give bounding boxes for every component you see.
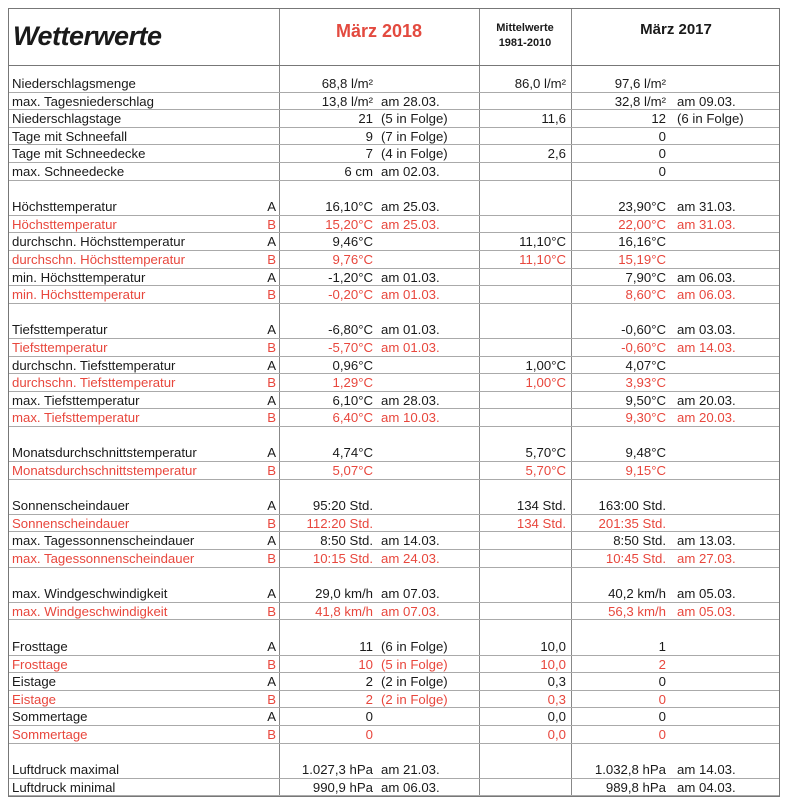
row-label: durchschn. Tiefsttemperatur bbox=[12, 375, 176, 391]
value-2018: 1,29°C bbox=[332, 375, 373, 391]
detail-2018: am 28.03. bbox=[381, 93, 440, 109]
detail-2017: am 05.03. bbox=[677, 603, 736, 619]
value-2018: 10 bbox=[358, 656, 373, 672]
spacer-row bbox=[9, 568, 779, 586]
row-label: Monatsdurchschnittstemperatur bbox=[12, 463, 197, 479]
detail-2018: am 01.03. bbox=[381, 269, 440, 285]
value-2017: 56,3 km/h bbox=[608, 603, 666, 619]
mean-value: 10,0 bbox=[540, 639, 566, 654]
value-2018: 2 bbox=[365, 691, 373, 707]
row-label: max. Windgeschwindigkeit bbox=[12, 603, 168, 619]
table-row bbox=[9, 233, 779, 251]
value-2018: 29,0 km/h bbox=[315, 586, 373, 602]
row-label: max. Schneedecke bbox=[12, 163, 125, 179]
station-code: A bbox=[267, 392, 276, 408]
detail-2017: am 04.03. bbox=[677, 779, 736, 795]
mean-value: 11,10°C bbox=[519, 251, 566, 267]
row-label: min. Höchsttemperatur bbox=[12, 287, 146, 303]
table-row bbox=[9, 409, 779, 427]
mean-value: 134 Std. bbox=[516, 515, 566, 531]
value-2018: 6 cm bbox=[344, 163, 373, 179]
table-row bbox=[9, 726, 779, 744]
detail-2018: (5 in Folge) bbox=[381, 111, 448, 127]
value-2017: 1.032,8 hPa bbox=[594, 762, 666, 778]
row-label: durchschn. Höchsttemperatur bbox=[12, 234, 185, 250]
table-row bbox=[9, 761, 779, 779]
value-2017: 97,6 l/m² bbox=[614, 76, 666, 91]
value-2017: 12 bbox=[651, 111, 666, 127]
spacer-row bbox=[9, 181, 779, 199]
detail-2017: am 09.03. bbox=[677, 93, 736, 109]
station-code: A bbox=[267, 639, 276, 654]
row-label: max. Tiefsttemperatur bbox=[12, 392, 140, 408]
table-row bbox=[9, 93, 779, 111]
value-2017: 0 bbox=[658, 726, 666, 742]
value-2017: 163:00 Std. bbox=[598, 498, 666, 514]
value-2017: 4,07°C bbox=[625, 357, 666, 373]
value-2018: 68,8 l/m² bbox=[321, 76, 373, 91]
detail-2017: am 03.03. bbox=[677, 322, 736, 338]
value-2017: 15,19°C bbox=[618, 251, 666, 267]
table-row bbox=[9, 603, 779, 621]
row-label: Sommertage bbox=[12, 726, 88, 742]
detail-2017: am 06.03. bbox=[677, 287, 736, 303]
value-2018: -1,20°C bbox=[328, 269, 373, 285]
value-2017: 2 bbox=[658, 656, 666, 672]
row-label: max. Windgeschwindigkeit bbox=[12, 586, 168, 602]
row-label: Frosttage bbox=[12, 639, 68, 654]
row-label: Luftdruck minimal bbox=[12, 779, 116, 795]
value-2018: 990,9 hPa bbox=[312, 779, 373, 795]
table-row bbox=[9, 462, 779, 480]
detail-2018: am 25.03. bbox=[381, 216, 440, 232]
row-label: Sonnenscheindauer bbox=[12, 498, 130, 514]
value-2017: 9,15°C bbox=[625, 463, 666, 479]
row-label: Tiefsttemperatur bbox=[12, 339, 108, 355]
station-code: A bbox=[267, 199, 276, 215]
mean-value: 5,70°C bbox=[525, 463, 566, 479]
detail-2018: (6 in Folge) bbox=[381, 639, 448, 654]
table-row bbox=[9, 216, 779, 234]
station-code: B bbox=[267, 251, 276, 267]
detail-2017: am 31.03. bbox=[677, 199, 736, 215]
station-code: B bbox=[267, 463, 276, 479]
mean-value: 11,6 bbox=[541, 111, 566, 127]
value-2017: 8,60°C bbox=[625, 287, 666, 303]
value-2018: 1.027,3 hPa bbox=[301, 762, 373, 778]
value-2017: 0 bbox=[658, 128, 666, 144]
table-row bbox=[9, 691, 779, 709]
detail-2017: am 31.03. bbox=[677, 216, 736, 232]
mean-value: 11,10°C bbox=[519, 234, 566, 250]
station-code: B bbox=[267, 339, 276, 355]
table-row bbox=[9, 392, 779, 410]
table-row bbox=[9, 673, 779, 691]
mittelwerte-label: Mittelwerte bbox=[496, 22, 554, 34]
value-2018: -5,70°C bbox=[328, 339, 373, 355]
detail-2018: am 14.03. bbox=[381, 533, 440, 549]
value-2017: 40,2 km/h bbox=[608, 586, 666, 602]
value-2018: 9,46°C bbox=[332, 234, 373, 250]
mean-value: 5,70°C bbox=[525, 445, 566, 461]
value-2017: 22,00°C bbox=[618, 216, 666, 232]
value-2017: 8:50 Std. bbox=[613, 533, 666, 549]
detail-2017: am 06.03. bbox=[677, 269, 736, 285]
detail-2017: am 05.03. bbox=[677, 586, 736, 602]
table-row bbox=[9, 497, 779, 515]
table-row bbox=[9, 110, 779, 128]
row-label: Höchsttemperatur bbox=[12, 216, 117, 232]
detail-2017: am 27.03. bbox=[677, 551, 736, 567]
table-row bbox=[9, 145, 779, 163]
row-label: Eistage bbox=[12, 691, 56, 707]
value-2017: 9,50°C bbox=[625, 392, 666, 408]
row-label: Niederschlagsmenge bbox=[12, 76, 136, 91]
spacer-row bbox=[9, 427, 779, 445]
row-label: Höchsttemperatur bbox=[12, 199, 117, 215]
detail-2017: am 20.03. bbox=[677, 410, 736, 426]
value-2017: 1 bbox=[658, 639, 666, 654]
column-header-2017: März 2017 bbox=[640, 21, 712, 38]
table-row bbox=[9, 585, 779, 603]
row-label: Tage mit Schneefall bbox=[12, 128, 128, 144]
table-body bbox=[8, 66, 780, 797]
station-code: A bbox=[267, 674, 276, 690]
detail-2018: am 21.03. bbox=[381, 762, 440, 778]
table-row bbox=[9, 286, 779, 304]
table-row bbox=[9, 444, 779, 462]
spacer-row bbox=[9, 620, 779, 638]
mean-value: 0,0 bbox=[547, 709, 566, 725]
station-code: B bbox=[267, 287, 276, 303]
mean-value: 0,0 bbox=[547, 726, 566, 742]
value-2018: 0 bbox=[365, 709, 373, 725]
value-2018: 11 bbox=[359, 639, 373, 654]
value-2017: 23,90°C bbox=[618, 199, 666, 215]
table-row bbox=[9, 532, 779, 550]
detail-2018: am 07.03. bbox=[381, 586, 440, 602]
station-code: A bbox=[267, 586, 276, 602]
detail-2018: (2 in Folge) bbox=[381, 674, 448, 690]
detail-2018: am 07.03. bbox=[381, 603, 440, 619]
detail-2018: am 01.03. bbox=[381, 287, 440, 303]
value-2018: 7 bbox=[365, 146, 373, 162]
mean-value: 2,6 bbox=[547, 146, 566, 162]
table-row bbox=[9, 515, 779, 533]
table-row bbox=[9, 339, 779, 357]
detail-2018: (7 in Folge) bbox=[381, 128, 448, 144]
row-label: Sommertage bbox=[12, 709, 88, 725]
station-code: A bbox=[267, 533, 276, 549]
table-row bbox=[9, 128, 779, 146]
row-label: Tiefsttemperatur bbox=[12, 322, 108, 338]
detail-2018: am 01.03. bbox=[381, 339, 440, 355]
value-2018: 95:20 Std. bbox=[312, 498, 373, 514]
detail-2018: (4 in Folge) bbox=[381, 146, 448, 162]
detail-2018: am 01.03. bbox=[381, 322, 440, 338]
value-2018: 2 bbox=[365, 674, 373, 690]
station-code: A bbox=[267, 234, 276, 250]
row-label: min. Höchsttemperatur bbox=[12, 269, 146, 285]
row-label: max. Tagessonnenscheindauer bbox=[12, 533, 195, 549]
value-2018: 4,74°C bbox=[332, 445, 373, 461]
detail-2017: am 20.03. bbox=[677, 392, 736, 408]
table-row bbox=[9, 374, 779, 392]
value-2018: 15,20°C bbox=[325, 216, 373, 232]
mean-value: 0,3 bbox=[547, 674, 566, 690]
column-header-2018: März 2018 bbox=[335, 21, 423, 41]
spacer-row bbox=[9, 744, 779, 762]
value-2018: 21 bbox=[358, 111, 373, 127]
station-code: A bbox=[267, 445, 276, 461]
row-label: Tage mit Schneedecke bbox=[12, 146, 146, 162]
station-code: A bbox=[267, 498, 276, 514]
value-2018: 112:20 Std. bbox=[306, 515, 373, 531]
table-header bbox=[8, 8, 780, 66]
value-2018: 0 bbox=[365, 726, 373, 742]
spacer-row bbox=[9, 304, 779, 322]
value-2017: 989,8 hPa bbox=[605, 779, 666, 795]
value-2017: 0 bbox=[658, 674, 666, 690]
detail-2018: am 25.03. bbox=[381, 199, 440, 215]
table-row bbox=[9, 708, 779, 726]
detail-2018: am 06.03. bbox=[381, 779, 440, 795]
mean-value: 1,00°C bbox=[525, 357, 566, 373]
station-code: B bbox=[267, 726, 276, 742]
row-label: Sonnenscheindauer bbox=[12, 515, 130, 531]
detail-2018: (2 in Folge) bbox=[381, 691, 448, 707]
value-2018: 9,76°C bbox=[332, 251, 373, 267]
value-2018: 16,10°C bbox=[325, 199, 373, 215]
value-2018: 13,8 l/m² bbox=[321, 93, 373, 109]
value-2017: 10:45 Std. bbox=[605, 551, 666, 567]
value-2018: 6,40°C bbox=[332, 410, 373, 426]
row-label: durchschn. Höchsttemperatur bbox=[12, 251, 185, 267]
value-2017: 0 bbox=[658, 146, 666, 162]
detail-2017: am 14.03. bbox=[677, 339, 736, 355]
mean-value: 0,3 bbox=[547, 691, 566, 707]
value-2018: 6,10°C bbox=[332, 392, 373, 408]
detail-2017: am 14.03. bbox=[677, 762, 736, 778]
value-2018: -6,80°C bbox=[328, 322, 373, 338]
detail-2018: am 24.03. bbox=[381, 551, 440, 567]
value-2017: -0,60°C bbox=[621, 322, 666, 338]
row-label: max. Tagesniederschlag bbox=[12, 93, 154, 109]
station-code: B bbox=[267, 691, 276, 707]
value-2017: 0 bbox=[658, 691, 666, 707]
value-2017: 16,16°C bbox=[618, 234, 666, 250]
value-2017: 7,90°C bbox=[625, 269, 666, 285]
mean-value: 134 Std. bbox=[516, 498, 566, 514]
detail-2018: (5 in Folge) bbox=[381, 656, 448, 672]
row-label: Eistage bbox=[12, 674, 56, 690]
value-2017: 32,8 l/m² bbox=[614, 93, 666, 109]
value-2018: 10:15 Std. bbox=[312, 551, 373, 567]
station-code: B bbox=[267, 551, 276, 567]
table-row bbox=[9, 75, 779, 93]
table-row bbox=[9, 198, 779, 216]
detail-2017: (6 in Folge) bbox=[677, 111, 744, 127]
station-code: B bbox=[267, 656, 276, 672]
row-label: max. Tagessonnenscheindauer bbox=[12, 551, 195, 567]
mean-value: 10,0 bbox=[540, 656, 566, 672]
table-row bbox=[9, 550, 779, 568]
row-label: durchschn. Tiefsttemperatur bbox=[12, 357, 176, 373]
station-code: B bbox=[267, 603, 276, 619]
table-row bbox=[9, 321, 779, 339]
station-code: B bbox=[267, 515, 276, 531]
station-code: A bbox=[267, 322, 276, 338]
mean-value: 1,00°C bbox=[525, 375, 566, 391]
station-code: B bbox=[267, 410, 276, 426]
value-2018: -0,20°C bbox=[328, 287, 373, 303]
value-2017: 9,30°C bbox=[625, 410, 666, 426]
value-2018: 41,8 km/h bbox=[315, 603, 373, 619]
value-2018: 0,96°C bbox=[332, 357, 373, 373]
value-2017: 0 bbox=[658, 709, 666, 725]
table-row bbox=[9, 269, 779, 287]
mittelwerte-period: 1981-2010 bbox=[498, 37, 552, 49]
station-code: A bbox=[267, 709, 276, 725]
detail-2018: am 28.03. bbox=[381, 392, 440, 408]
station-code: B bbox=[267, 216, 276, 232]
detail-2017: am 13.03. bbox=[677, 533, 736, 549]
table-row bbox=[9, 251, 779, 269]
value-2018: 9 bbox=[365, 128, 373, 144]
station-code: A bbox=[267, 269, 276, 285]
row-label: max. Tiefsttemperatur bbox=[12, 410, 140, 426]
table-row bbox=[9, 656, 779, 674]
mean-value: 86,0 l/m² bbox=[514, 76, 566, 91]
spacer-row bbox=[9, 480, 779, 498]
row-label: Monatsdurchschnittstemperatur bbox=[12, 445, 197, 461]
page-title: Wetterwerte bbox=[13, 21, 162, 51]
station-code: B bbox=[267, 375, 276, 391]
detail-2018: am 10.03. bbox=[381, 410, 440, 426]
value-2017: 201:35 Std. bbox=[598, 515, 666, 531]
row-label: Frosttage bbox=[12, 656, 68, 672]
table-row bbox=[9, 638, 779, 656]
value-2017: 3,93°C bbox=[625, 375, 666, 391]
column-header-mittelwerte bbox=[479, 21, 571, 51]
row-label: Luftdruck maximal bbox=[12, 762, 120, 778]
value-2017: 0 bbox=[658, 163, 666, 179]
weather-table bbox=[8, 8, 780, 797]
value-2017: -0,60°C bbox=[621, 339, 666, 355]
detail-2018: am 02.03. bbox=[381, 163, 440, 179]
table-row bbox=[9, 779, 779, 797]
value-2018: 5,07°C bbox=[332, 463, 373, 479]
value-2017: 9,48°C bbox=[625, 445, 666, 461]
table-row bbox=[9, 163, 779, 181]
station-code: A bbox=[267, 357, 276, 373]
table-row bbox=[9, 357, 779, 375]
row-label: Niederschlagstage bbox=[12, 111, 122, 127]
value-2018: 8:50 Std. bbox=[320, 533, 373, 549]
